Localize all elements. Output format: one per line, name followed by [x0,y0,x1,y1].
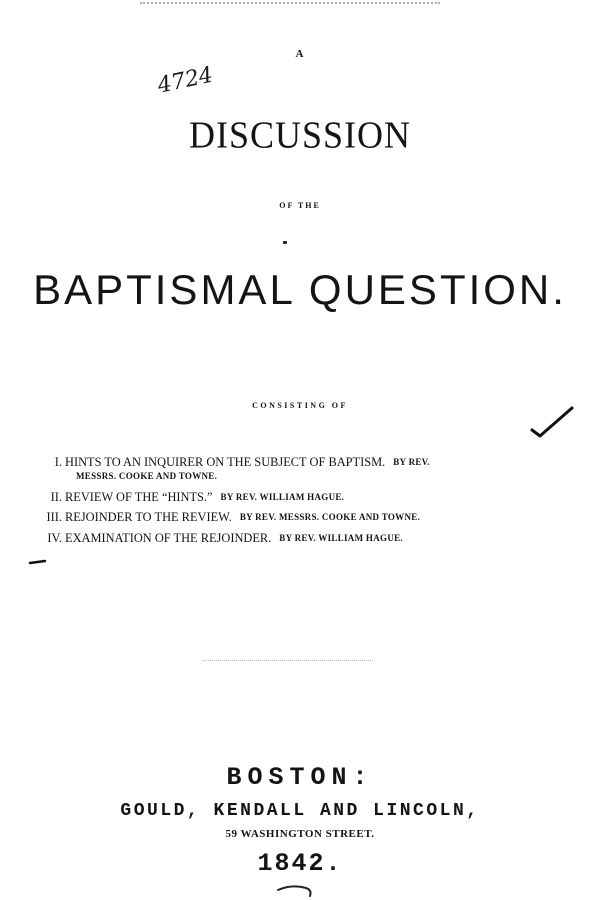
entry-author: BY REV. WILLIAM HAGUE. [220,491,345,502]
handwritten-note: 4724 [155,62,216,99]
entry-author: MESSRS. COOKE AND TOWNE. [76,470,218,481]
entry-numeral: IV. [47,530,62,545]
consisting-of-label: CONSISTING OF [252,401,348,410]
title-article: A [295,48,305,60]
imprint-city: BOSTON: [226,763,374,792]
imprint-year: 1842. [257,849,343,878]
contents-entry [36,487,556,508]
entry-text: REJOINDER TO THE REVIEW. [65,510,232,524]
imprint-address: 59 WASHINGTON STREET. [225,828,375,840]
entry-author: BY REV. [393,457,430,467]
contents-entry [36,507,556,528]
title-of-the: OF THE [279,201,321,210]
middle-dotted-rule [203,660,373,661]
contents-list [36,452,556,548]
checkmark-icon [528,404,576,444]
contents-entry [36,528,556,549]
pencil-dash-mark [28,557,48,567]
entry-author: BY REV. MESSRS. COOKE AND TOWNE. [239,512,421,522]
entry-text: HINTS TO AN INQUIRER ON THE SUBJECT OF BAPTISM. [65,455,386,469]
entry-numeral: II. [50,489,62,504]
entry-numeral: I. [54,455,62,469]
entry-text: REVIEW OF THE “HINTS.” [65,489,213,504]
ink-speck [283,241,287,244]
title-line-2: BAPTISMAL QUESTION. [33,266,567,313]
title-line-1: DISCUSSION [188,114,412,156]
imprint-publisher: GOULD, KENDALL AND LINCOLN, [120,801,480,821]
handwritten-scribble [272,878,332,900]
entry-text: EXAMINATION OF THE REJOINDER. [65,530,272,545]
entry-author: BY REV. WILLIAM HAGUE. [279,532,403,543]
top-dotted-rule [140,2,440,4]
entry-numeral: III. [46,510,62,524]
